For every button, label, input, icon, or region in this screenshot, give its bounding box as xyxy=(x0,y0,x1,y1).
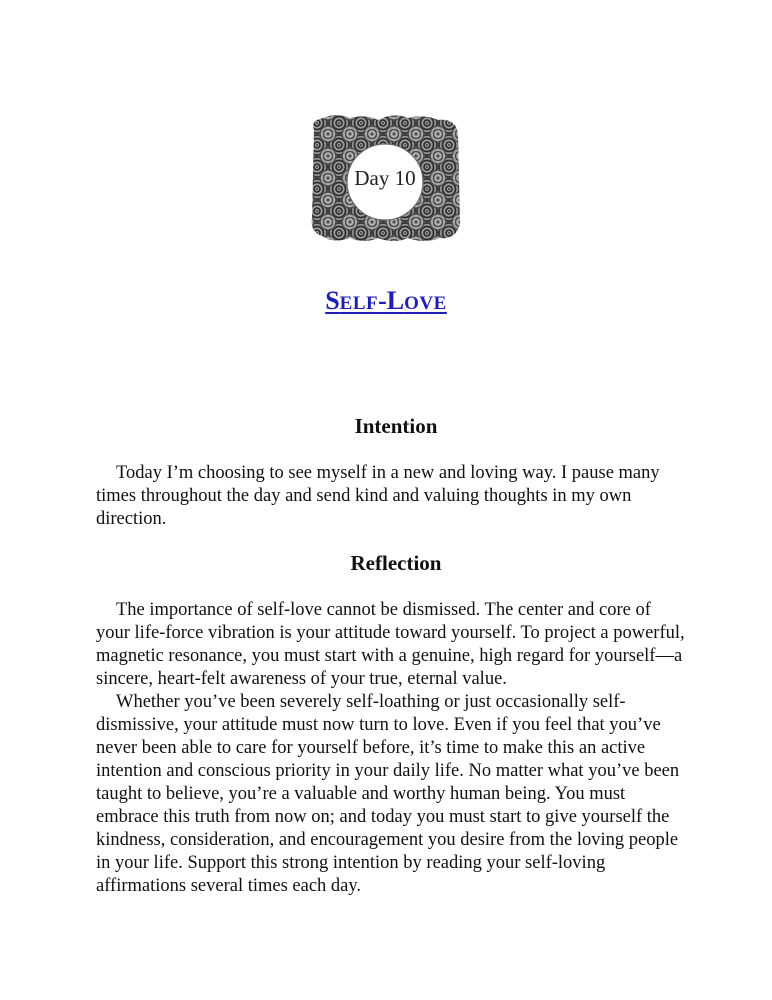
reflection-paragraph-1: The importance of self-love cannot be dismissed. The center and core of your life-force vibration is your attitude toward yourself. To project a powerful, magnetic resonance, you must start with a genuine, high regard for yourself—a sincere, heart-felt awareness of your true, eternal value. xyxy=(96,600,685,689)
chapter-title-link[interactable]: SELF-LOVE xyxy=(325,286,447,315)
chapter-title[interactable] xyxy=(0,286,772,316)
intention-heading: Intention xyxy=(354,414,438,438)
reflection-paragraph-2: Whether you’ve been severely self-loathing or just occasionally self-dismissive, your attitude must now turn to love. Even if you feel that you’ve never been able to care for yourself before, it’s time to make this an active intention and conscious priority in your daily life. No matter what you’ve been taught to believe, you’re a valuable and worthy human being. You must embrace this truth from now on; and today you must start to give yourself the kindness, consideration, and encouragement you desire from the loving people in your life. Support this strong intention by reading your self-loving affirmations several times each day. xyxy=(96,692,680,896)
day-label: Day 10 xyxy=(354,165,416,190)
day-emblem xyxy=(306,112,464,246)
intention-paragraph: Today I’m choosing to see myself in a new and loving way. I pause many times throughout the day and send kind and valuing thoughts in my own direction. xyxy=(96,463,660,529)
reflection-heading: Reflection xyxy=(350,551,442,575)
